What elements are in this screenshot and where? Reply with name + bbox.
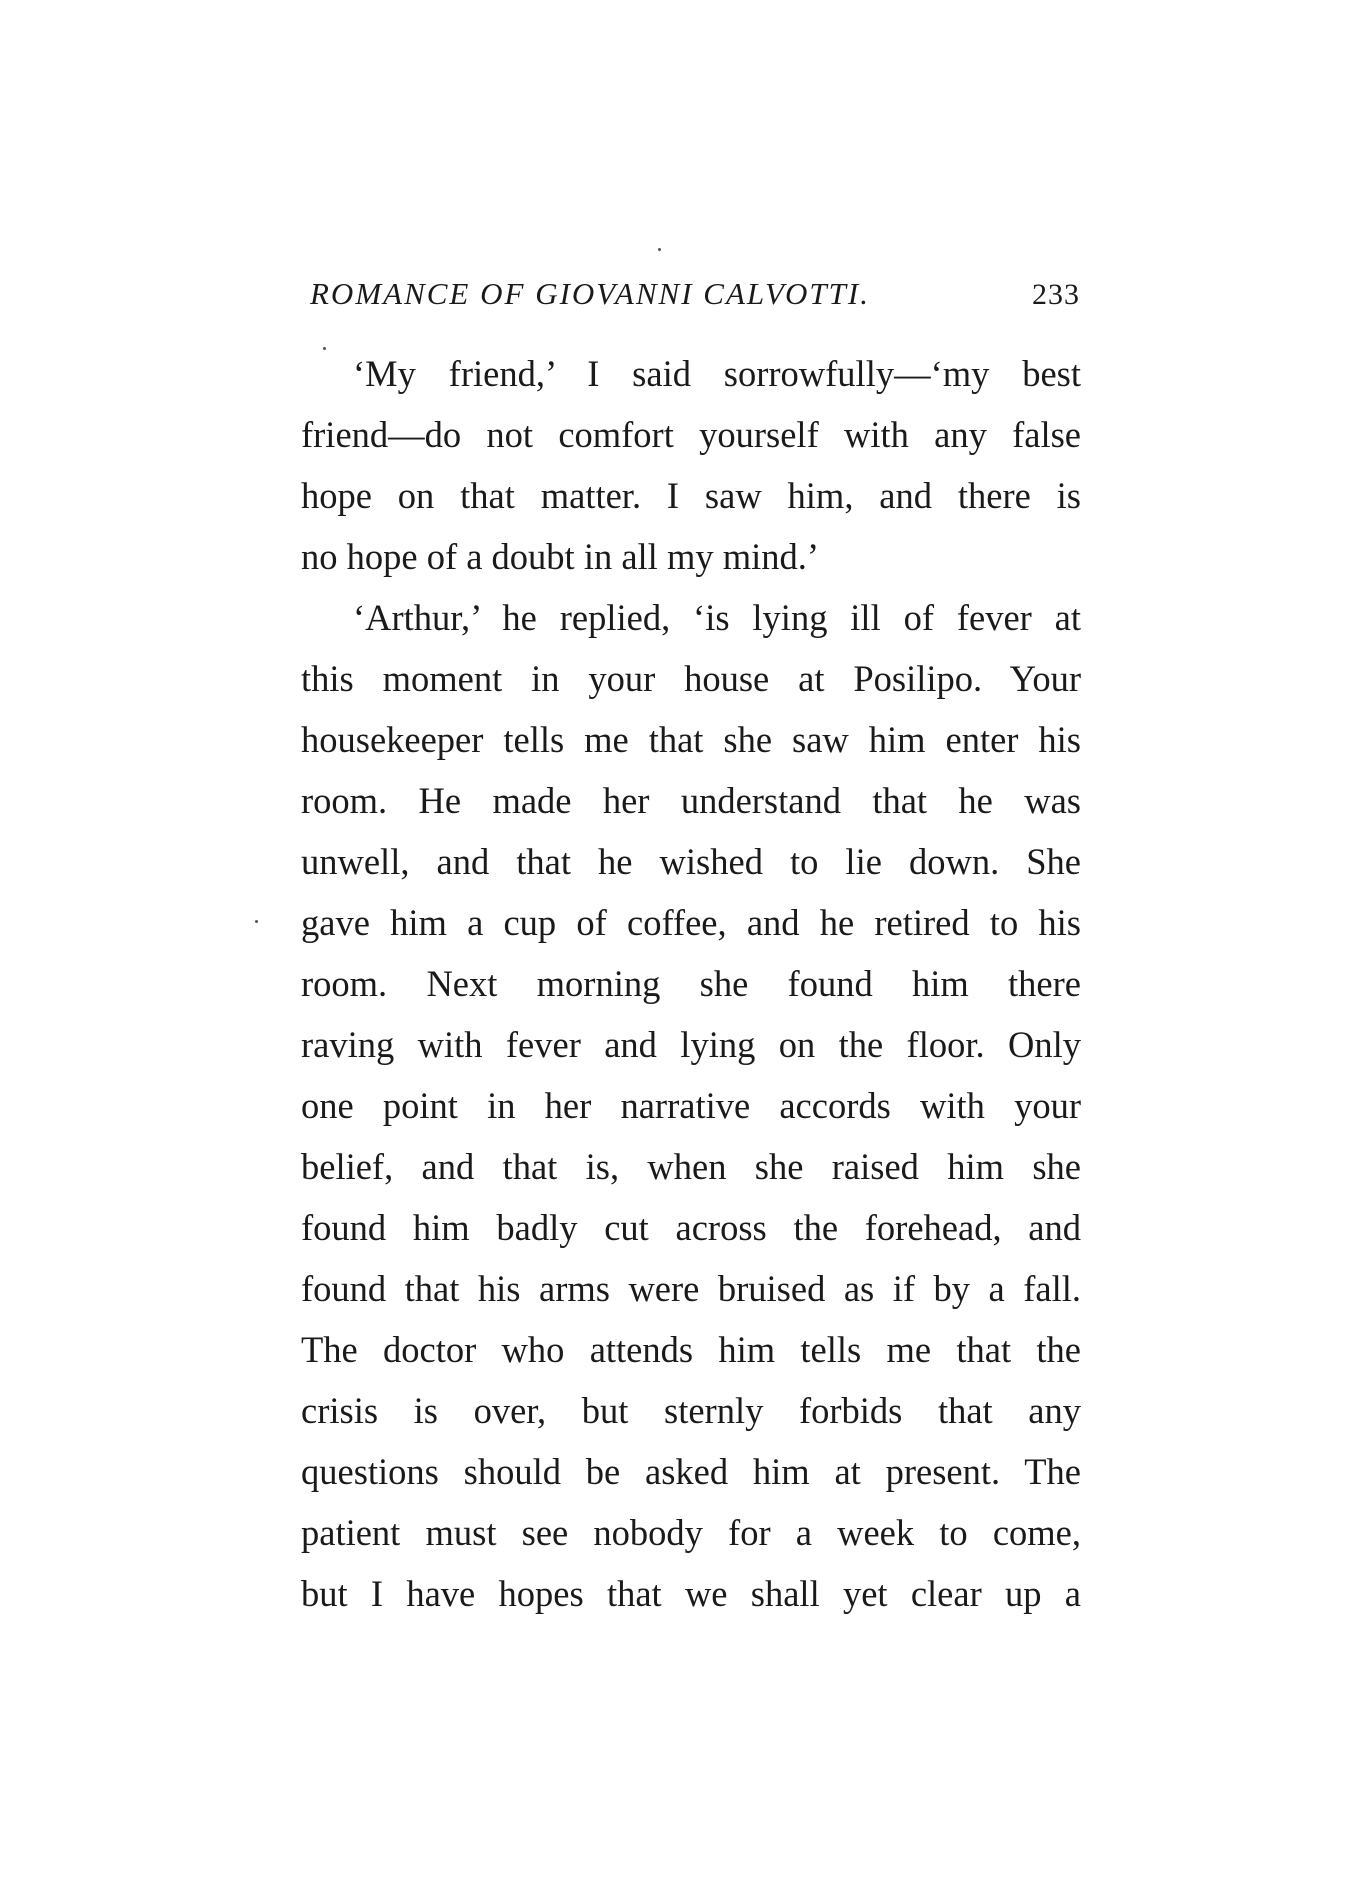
text-line: belief, and that is, when she raised him she bbox=[301, 1146, 1081, 1187]
ink-speck bbox=[255, 920, 258, 923]
ink-speck bbox=[658, 248, 661, 251]
text-line: housekeeper tells me that she saw him enter his bbox=[301, 719, 1081, 760]
text-line: one point in her narrative accords with your bbox=[301, 1085, 1081, 1126]
text-line: ‘My friend,’ I said sorrowfully—‘my best bbox=[353, 353, 1081, 394]
text-line: this moment in your house at Posilipo. Your bbox=[301, 658, 1081, 699]
running-title: ROMANCE OF GIOVANNI CALVOTTI. bbox=[310, 276, 870, 311]
text-line: crisis is over, but sternly forbids that any bbox=[301, 1390, 1081, 1431]
text-line: raving with fever and lying on the floor. Only bbox=[301, 1024, 1081, 1065]
text-line: hope on that matter. I saw him, and there is bbox=[301, 475, 1081, 516]
text-line: ‘Arthur,’ he replied, ‘is lying ill of fever at bbox=[353, 597, 1081, 638]
text-line: found him badly cut across the forehead, and bbox=[301, 1207, 1081, 1248]
text-line: room. Next morning she found him there bbox=[301, 963, 1081, 1004]
text-line: questions should be asked him at present. The bbox=[301, 1451, 1081, 1492]
text-line: The doctor who attends him tells me that the bbox=[301, 1329, 1081, 1370]
text-line: unwell, and that he wished to lie down. She bbox=[301, 841, 1081, 882]
text-line: gave him a cup of coffee, and he retired to his bbox=[301, 902, 1081, 943]
text-line: but I have hopes that we shall yet clear up a bbox=[301, 1573, 1081, 1614]
running-header bbox=[310, 276, 1080, 326]
body-text bbox=[301, 343, 1081, 1624]
text-line: friend—do not comfort yourself with any false bbox=[301, 414, 1081, 455]
text-line: found that his arms were bruised as if by a fall. bbox=[301, 1268, 1081, 1309]
page-number: 233 bbox=[1032, 278, 1080, 311]
text-line: room. He made her understand that he was bbox=[301, 780, 1081, 821]
text-line: no hope of a doubt in all my mind.’ bbox=[301, 536, 820, 577]
text-line: patient must see nobody for a week to come, bbox=[301, 1512, 1081, 1553]
